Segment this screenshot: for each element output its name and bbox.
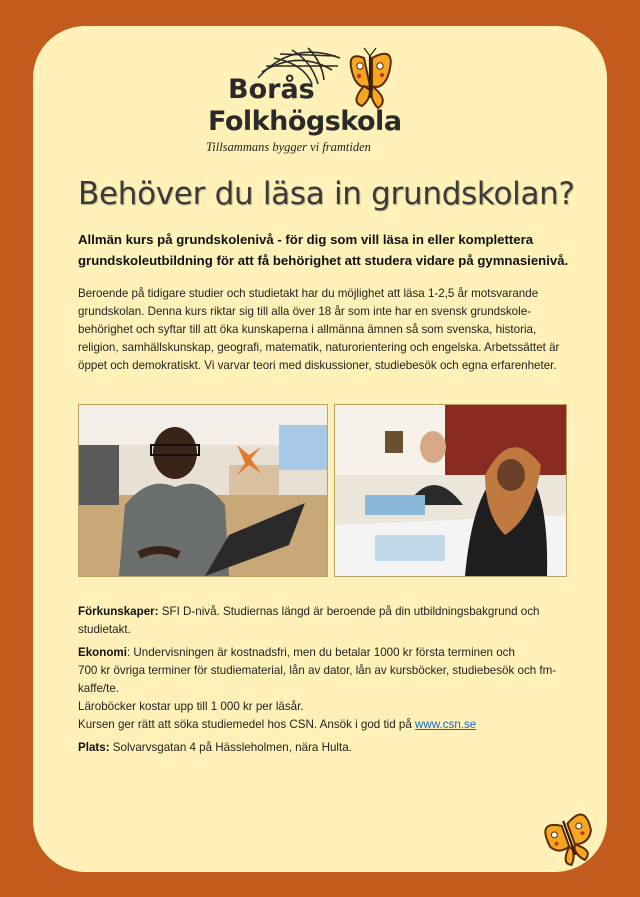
economy-section: [78, 644, 566, 734]
place-text: Solvarvsgatan 4 på Hässleholmen, nära Hulta.: [109, 741, 352, 754]
butterfly-icon: [538, 806, 600, 868]
economy-text-4: Kursen ger rätt att söka studiemedel hos CSN. Ansök i god tid på: [78, 718, 416, 731]
photo-classroom-painting: [334, 404, 567, 577]
logo-line-1: Borås: [228, 74, 315, 105]
prerequisites-text: SFI D-nivå. Studiernas längd är beroende på din utbildningsbakgrund och studietakt.: [78, 605, 540, 636]
logo-line-2: Folkhögskola: [208, 106, 402, 137]
description-paragraph: Beroende på tidigare studier och studietakt har du möjlighet att läsa 1-2,5 år motsvarande grundskolan. Denna kurs riktar sig till alla över 18 år som inte har en svensk grundskole-behörighet och syftar till att öka kunskaperna i allmänna ämnen så som svenska, historia, religion, samhällskunskap, geografi, matematik, naturorientering och engelska. Arbetssättet är öppet och demokratiskt. Vi varvar teori med diskussioner, studiebesök och egna erfarenheter.: [78, 287, 560, 372]
prerequisites-section: [78, 603, 566, 639]
economy-text-3: Läroböcker kostar upp till 1 000 kr per läsår.: [78, 700, 304, 713]
prerequisites-label: Förkunskaper:: [78, 605, 159, 618]
lead-paragraph: Allmän kurs på grundskolenivå - för dig som vill läsa in eller komplettera grundskoleutbildning för att få behörighet att studera vidare på gymnasienivå.: [78, 232, 569, 268]
page-title: Behöver du läsa in grundskolan?: [78, 176, 575, 212]
logo-tagline: Tillsammans bygger vi framtiden: [206, 140, 371, 154]
economy-label: Ekonomi: [78, 646, 127, 659]
economy-text-2: 700 kr övriga terminer för studiematerial, lån av dator, lån av kursböcker, studiebesök och fm-kaffe/te.: [78, 664, 557, 695]
place-label: Plats:: [78, 741, 110, 754]
place-section: [78, 739, 566, 757]
school-logo: [200, 44, 440, 164]
csn-link[interactable]: www.csn.se: [415, 718, 477, 731]
photo-student-laptop: [78, 404, 328, 577]
economy-text-1: : Undervisningen är kostnadsfri, men du betalar 1000 kr första terminen och: [126, 646, 515, 659]
